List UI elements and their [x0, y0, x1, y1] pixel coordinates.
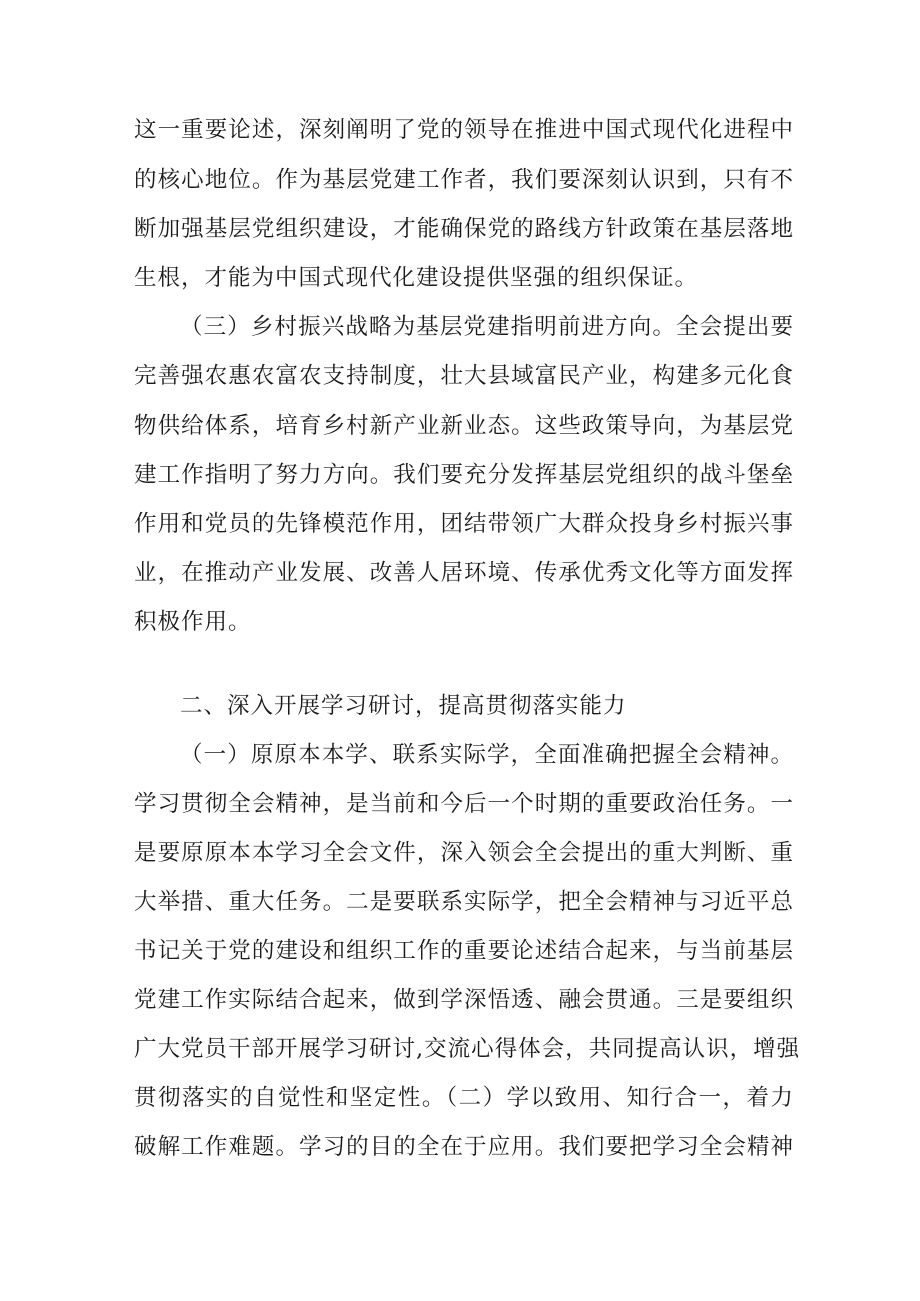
paragraph-line: 党建工作实际结合起来，做到学深悟透、融会贯通。三是要组织: [134, 987, 794, 1013]
paragraph-line: 破解工作难题。学习的目的全在于应用。我们要把学习全会精神: [134, 1134, 794, 1160]
paragraph-line: 断加强基层党组织建设，才能确保党的路线方针政策在基层落地: [134, 216, 794, 242]
paragraph-line: 物供给体系，培育乡村新产业新业态。这些政策导向，为基层党: [134, 413, 794, 439]
paragraph-line: 学习贯彻全会精神，是当前和今后一个时期的重要政治任务。一: [134, 791, 794, 817]
paragraph-line: 完善强农惠农富农支持制度，壮大县域富民产业，构建多元化食: [134, 363, 794, 389]
subsection-heading-line: （一）原原本本学、联系实际学，全面准确把握全会精神。: [180, 742, 794, 768]
paragraph-line: 书记关于党的建设和组织工作的重要论述结合起来，与当前基层: [134, 938, 794, 964]
paragraph-line: 大举措、重大任务。二是要联系实际学，把全会精神与习近平总: [134, 889, 794, 915]
paragraph-line: 积极作用。: [134, 609, 252, 635]
subsection-heading-line: （三）乡村振兴战略为基层党建指明前进方向。全会提出要: [180, 314, 794, 340]
paragraph-line: 这一重要论述，深刻阐明了党的领导在推进中国式现代化进程中: [134, 117, 794, 143]
paragraph-line: 广大党员干部开展学习研讨,交流心得体会，共同提高认识，增强: [134, 1036, 801, 1062]
section-heading: 二、深入开展学习研讨，提高贯彻落实能力: [180, 693, 627, 719]
paragraph-line: 建工作指明了努力方向。我们要充分发挥基层党组织的战斗堡垒: [134, 462, 794, 488]
paragraph-line: 生根，才能为中国式现代化建设提供坚强的组织保证。: [134, 265, 699, 291]
paragraph-line: 是要原原本本学习全会文件，深入领会全会提出的重大判断、重: [134, 840, 794, 866]
paragraph-line: 的核心地位。作为基层党建工作者，我们要深刻认识到，只有不: [134, 167, 794, 193]
paragraph-line: 贯彻落实的自觉性和坚定性。（二）学以致用、知行合一，着力: [134, 1085, 794, 1111]
paragraph-line: 作用和党员的先锋模范作用，团结带领广大群众投身乡村振兴事: [134, 511, 794, 537]
paragraph-line: 业，在推动产业发展、改善人居环境、传承优秀文化等方面发挥: [134, 560, 794, 586]
